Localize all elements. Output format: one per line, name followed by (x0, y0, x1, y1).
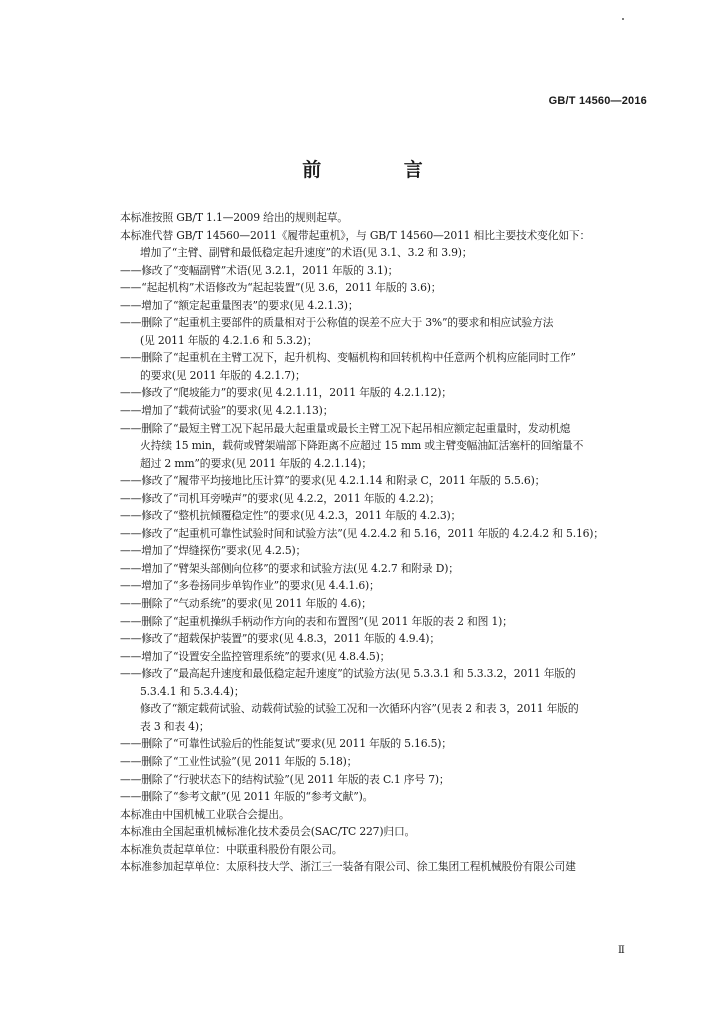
paragraph-line: ——修改了“司机耳旁噪声”的要求(见 4.2.2，2011 年版的 4.2.2)； (120, 491, 440, 505)
paragraph-line: ——增加了“载荷试验”的要求(见 4.2.1.13)； (120, 404, 334, 418)
paragraph-line: 超过 2 mm”的要求(见 2011 年版的 4.2.1.14)； (140, 456, 372, 470)
paragraph-line: 本标准负责起草单位：中联重科股份有限公司。 (120, 842, 343, 856)
paragraph-line: ——删除了“可靠性试验后的性能复试”要求(见 2011 年版的 5.16.5)； (120, 737, 452, 751)
paragraph-line: ——修改了“爬坡能力”的要求(见 4.2.1.11，2011 年版的 4.2.1.12)； (120, 386, 452, 400)
scan-speck (622, 18, 624, 20)
paragraph-line: ——删除了“行驶状态下的结构试验”(见 2011 年版的表 C.1 序号 7)； (120, 772, 450, 786)
paragraph-line: ——修改了“起重机可靠性试验时间和试验方法”(见 4.2.4.2 和 5.16，2011 年版的 4.2.4.2 和 5.16)； (120, 526, 604, 540)
paragraph-line: ——修改了“履带平均接地比压计算”的要求(见 4.2.1.14 和附录 C，2011 年版的 5.5.6)； (120, 474, 546, 488)
paragraph-line: 本标准按照 GB/T 1.1—2009 给出的规则起草。 (120, 211, 348, 224)
paragraph-line: ——删除了“最短主臂工况下起吊最大起重量或最长主臂工况下起吊相应额定起重量时，发动机熄 (120, 421, 571, 435)
paragraph-line: ——“起起机构”术语修改为“起起装置”(见 3.6，2011 年版的 3.6)； (120, 281, 442, 295)
paragraph-line: ——删除了“工业性试验”(见 2011 年版的 5.18)； (120, 754, 358, 768)
page-title: 前 言 (302, 159, 461, 181)
paragraph-line: ——修改了“超载保护装置”的要求(见 4.8.3，2011 年版的 4.9.4)； (120, 632, 440, 646)
paragraph-line: 本标准由全国起重机械标准化技术委员会(SAC/TC 227)归口。 (120, 825, 416, 839)
paragraph-line: ——增加了“臂架头部侧向位移”的要求和试验方法(见 4.2.7 和附录 D)； (120, 561, 459, 575)
paragraph-line: 本标准参加起草单位：太原科技大学、浙江三一装备有限公司、徐工集团工程机械股份有限公司建 (120, 860, 576, 874)
paragraph-line: ——修改了“最高起升速度和最低稳定起升速度”的试验方法(见 5.3.3.1 和 5.3.3.2，2011 年版的 (120, 667, 576, 681)
paragraph-line: ——增加了“焊缝探伤”要求(见 4.2.5)； (120, 544, 307, 558)
paragraph-line: 的要求(见 2011 年版的 4.2.1.7)； (140, 368, 306, 382)
paragraph-line: 5.3.4.1 和 5.3.4.4)； (140, 684, 245, 698)
paragraph-line: 修改了“额定载荷试验、动载荷试验的试验工况和一次循环内容”(见表 2 和表 3，2011 年版的 (140, 702, 579, 716)
paragraph-line: 火持续 15 min，载荷或臂架端部下降距离不应超过 15 mm 或主臂变幅油缸活塞杆的回缩量不 (140, 439, 584, 453)
page-number: Ⅱ (618, 945, 625, 956)
paragraph-line: (见 2011 年版的 4.2.1.6 和 5.3.2)； (140, 333, 318, 347)
paragraph-line: ——增加了“额定起重量图表”的要求(见 4.2.1.3)； (120, 298, 359, 312)
paragraph-line: ——修改了“整机抗倾覆稳定性”的要求(见 4.2.3，2011 年版的 4.2.3)； (120, 509, 462, 523)
paragraph-line: ——删除了“气动系统”的要求(见 2011 年版的 4.6)； (120, 597, 372, 611)
paragraph-line: ——修改了“变幅副臂”术语(见 3.2.1，2011 年版的 3.1)； (120, 263, 399, 277)
paragraph-line: ——增加了“设置安全监控管理系统”的要求(见 4.8.4.5)； (120, 649, 391, 663)
paragraph-line: 增加了“主臂、副臂和最低稳定起升速度”的术语(见 3.1、3.2 和 3.9)； (140, 246, 473, 260)
paragraph-line: ——删除了“参考文献”(见 2011 年版的“参考文献”)。 (120, 790, 374, 804)
paragraph-line: ——增加了“多卷扬同步单钩作业”的要求(见 4.4.1.6)； (120, 579, 380, 593)
paragraph-line: 本标准由中国机械工业联合会提出。 (120, 807, 290, 821)
standard-number: GB/T 14560—2016 (548, 95, 647, 107)
paragraph-line: ——删除了“起重机操纵手柄动作方向的表和布置图”(见 2011 年版的表 2 和图 1)； (120, 614, 513, 628)
foreword-body (120, 209, 650, 876)
paragraph-line: 表 3 和表 4)； (140, 719, 210, 733)
paragraph-line: 本标准代替 GB/T 14560—2011《履带起重机》，与 GB/T 14560—2011 相比主要技术变化如下： (120, 228, 591, 242)
paragraph-line: ——删除了“起重机主要部件的质量相对于公称值的误差不应大于 3%”的要求和相应试验方法 (120, 316, 554, 330)
paragraph-line: ——删除了“起重机在主臂工况下，起升机构、变幅机构和回转机构中任意两个机构应能同时工作” (120, 351, 576, 365)
